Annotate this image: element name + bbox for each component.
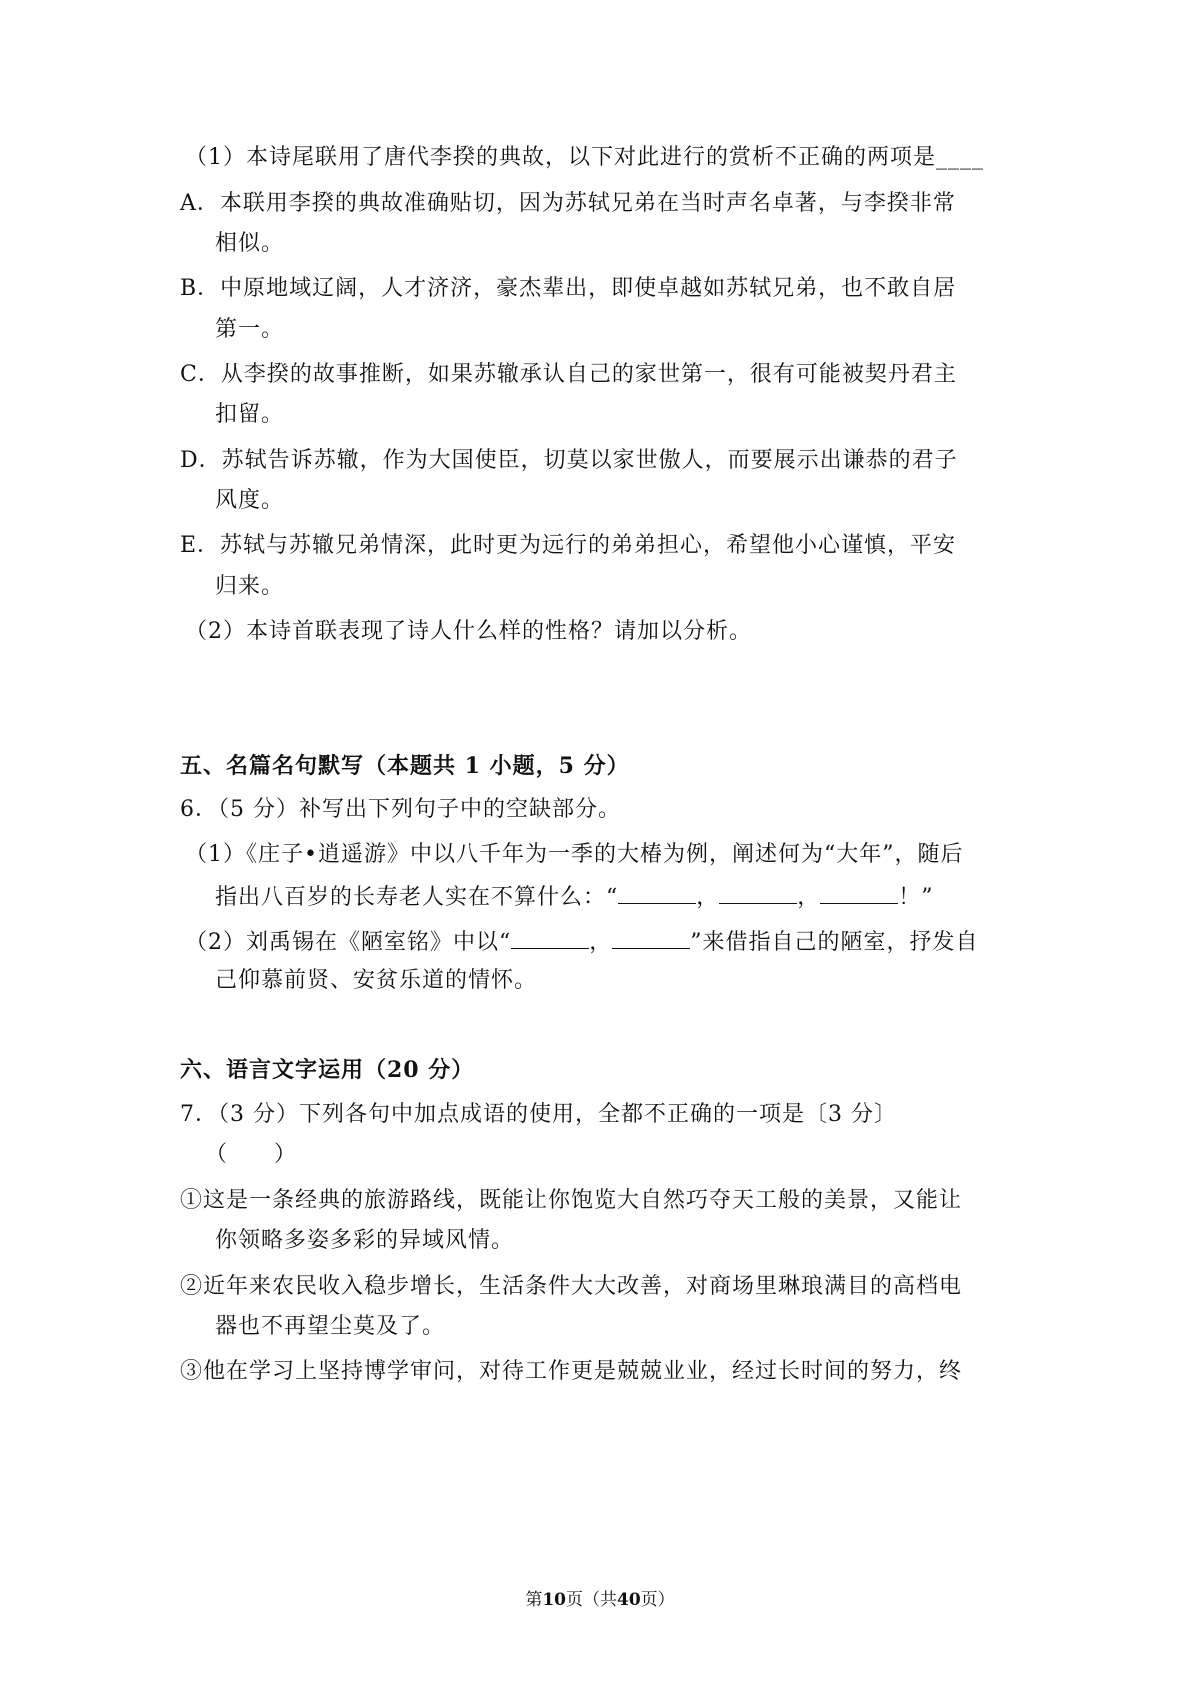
q6-sub2-post: ”来借指自己的陋室，抒发自 xyxy=(690,930,979,955)
page-footer xyxy=(0,1588,1200,1612)
answer-blank-4[interactable] xyxy=(511,926,589,949)
option-a-line2: 相似。 xyxy=(215,231,285,256)
footer-mid: 页（共 xyxy=(566,1590,617,1610)
q6-sub1-line1: （1）《庄子•逍遥游》中以八千年为一季的大椿为例，阐述何为“大年”，随后 xyxy=(185,842,964,867)
option-d-line2: 风度。 xyxy=(215,488,285,513)
answer-blank-1[interactable] xyxy=(618,881,696,904)
q6-sub1-end: ！” xyxy=(898,885,934,910)
option-d-line1: D．苏轼告诉苏辙，作为大国使臣，切莫以家世傲人，而要展示出谦恭的君子 xyxy=(180,448,958,473)
q5-part2-stem: （2）本诗首联表现了诗人什么样的性格？请加以分析。 xyxy=(185,619,752,644)
section6-heading: 六、语言文字运用（20 分） xyxy=(180,1057,475,1083)
q5-part1-stem: （1）本诗尾联用了唐代李揆的典故，以下对此进行的赏析不正确的两项是____ xyxy=(185,145,984,170)
comma-3: ， xyxy=(589,930,613,955)
answer-blank-5[interactable] xyxy=(612,926,690,949)
q7-item3-line1: ③他在学习上坚持博学审问，对待工作更是兢兢业业，经过长时间的努力，终 xyxy=(180,1359,963,1384)
q7-answer-paren: （ ） xyxy=(205,1142,298,1167)
option-b-line2: 第一。 xyxy=(215,317,285,342)
footer-prefix: 第 xyxy=(525,1590,543,1610)
option-c-line1: C．从李揆的故事推断，如果苏辙承认自己的家世第一，很有可能被契丹君主 xyxy=(180,362,957,387)
q7-stem: 7．（3 分）下列各句中加点成语的使用，全都不正确的一项是〔3 分〕 xyxy=(180,1102,897,1127)
answer-blank-2[interactable] xyxy=(719,881,797,904)
option-e-line1: E．苏轼与苏辙兄弟情深，此时更为远行的弟弟担心，希望他小心谨慎，平安 xyxy=(180,533,957,558)
footer-total-pages: 40 xyxy=(617,1590,641,1610)
footer-page-number: 10 xyxy=(542,1590,566,1610)
q7-item1-line2: 你领略多姿多彩的异域风情。 xyxy=(215,1228,515,1253)
q6-sub2-prefix: （2）刘禹锡在《陋室铭》中以“ xyxy=(185,930,512,955)
q7-item2-line2: 器也不再望尘莫及了。 xyxy=(215,1314,446,1339)
option-b-line1: B．中原地域辽阔，人才济济，豪杰辈出，即使卓越如苏轼兄弟，也不敢自居 xyxy=(180,276,957,301)
answer-blank-3[interactable] xyxy=(820,881,898,904)
option-a-line1: A．本联用李揆的典故准确贴切，因为苏轼兄弟在当时声名卓著，与李揆非常 xyxy=(180,191,956,216)
option-c-line2: 扣留。 xyxy=(215,402,285,427)
q6-stem: 6．（5 分）补写出下列句子中的空缺部分。 xyxy=(180,797,621,822)
q6-sub1-prefix: 指出八百岁的长寿老人实在不算什么：“ xyxy=(215,885,619,910)
section5-heading: 五、名篇名句默写（本题共 1 小题，5 分） xyxy=(180,753,630,779)
comma-1: ， xyxy=(696,885,720,910)
option-e-line2: 归来。 xyxy=(215,574,285,599)
q7-item2-line1: ②近年来农民收入稳步增长，生活条件大大改善，对商场里琳琅满目的高档电 xyxy=(180,1274,963,1299)
q6-sub1-line2 xyxy=(215,881,934,913)
q6-sub2-line2: 己仰慕前贤、安贫乐道的情怀。 xyxy=(215,968,538,993)
q7-item1-line1: ①这是一条经典的旅游路线，既能让你饱览大自然巧夺天工般的美景，又能让 xyxy=(180,1188,963,1213)
q6-sub2-line1 xyxy=(185,926,979,958)
footer-suffix: 页） xyxy=(640,1590,675,1610)
comma-2: ， xyxy=(797,885,821,910)
